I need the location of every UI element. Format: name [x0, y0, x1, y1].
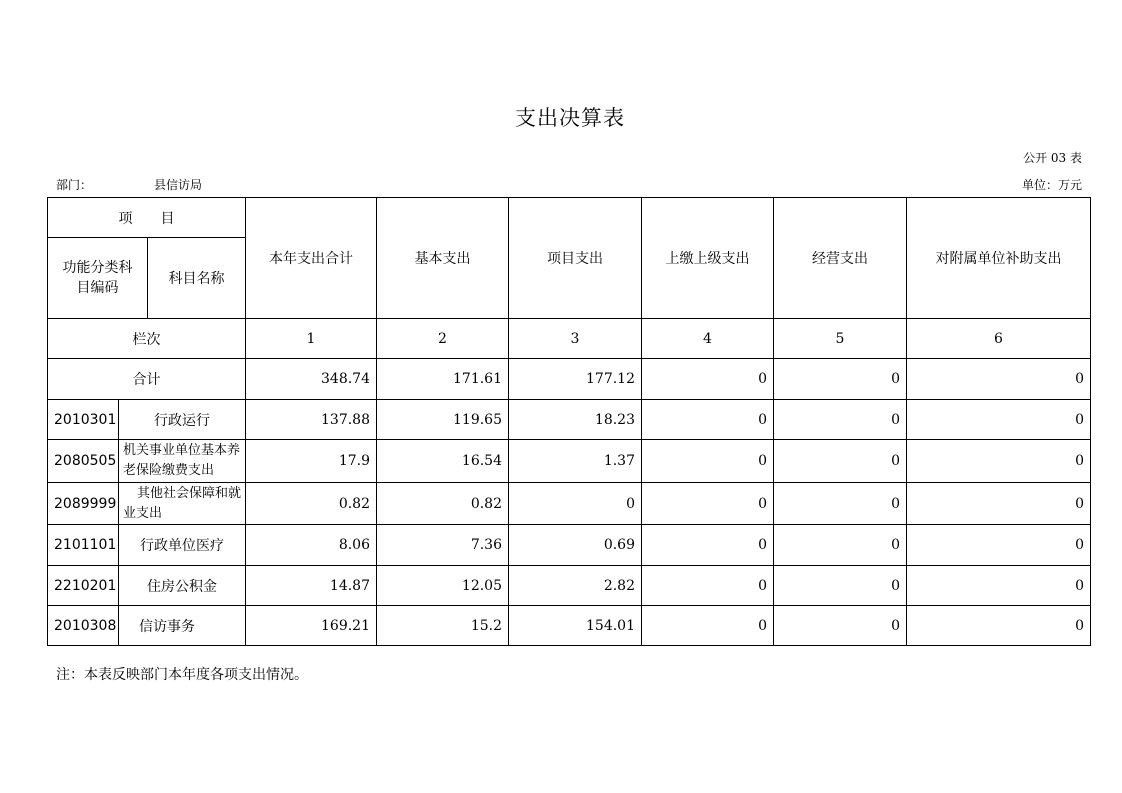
table-cell: 0: [642, 400, 774, 440]
table-cell: 0: [907, 400, 1091, 440]
header-row: [48, 198, 1091, 238]
table-cell: 1.37: [509, 440, 642, 483]
index-cell: 2: [377, 319, 509, 359]
index-cell: 1: [246, 319, 377, 359]
table-cell: 14.87: [246, 566, 377, 606]
subject-code: 2089999: [48, 483, 119, 525]
table-cell: 0.82: [246, 483, 377, 525]
header-name: 科目名称: [148, 238, 246, 319]
unit-label: 单位：万元: [1021, 178, 1082, 192]
header-item: 项 目: [48, 198, 246, 238]
table-cell: 18.23: [509, 400, 642, 440]
table-cell: 0: [907, 483, 1091, 525]
table-cell: 0: [907, 566, 1091, 606]
page-title: 支出决算表: [515, 106, 625, 130]
table-cell: 154.01: [509, 606, 642, 646]
form-number: 公开 03 表: [1023, 151, 1082, 165]
expenditure-table: [47, 197, 1091, 646]
table-row: [48, 606, 1091, 646]
subject-name: 行政运行: [119, 400, 246, 440]
total-cell: 177.12: [509, 359, 642, 400]
table-cell: 0: [509, 483, 642, 525]
table-row: [48, 400, 1091, 440]
table-cell: 0: [642, 606, 774, 646]
table-cell: 0: [774, 483, 907, 525]
table-cell: 16.54: [377, 440, 509, 483]
table-cell: 17.9: [246, 440, 377, 483]
table-cell: 2.82: [509, 566, 642, 606]
index-label: 栏次: [48, 319, 246, 359]
index-row: [48, 319, 1091, 359]
total-cell: 0: [774, 359, 907, 400]
total-row: [48, 359, 1091, 400]
header-col-3: 项目支出: [509, 198, 642, 319]
header-col-4: 上缴上级支出: [642, 198, 774, 319]
table-cell: 0: [907, 440, 1091, 483]
table-cell: 0: [774, 440, 907, 483]
subject-code: 2010301: [48, 400, 119, 440]
table-cell: 0.82: [377, 483, 509, 525]
index-cell: 3: [509, 319, 642, 359]
subject-name: 行政单位医疗: [119, 525, 246, 566]
table-cell: 119.65: [377, 400, 509, 440]
total-label: 合计: [48, 359, 246, 400]
subject-name: 其他社会保障和就业支出: [119, 483, 246, 525]
table-row: [48, 525, 1091, 566]
table-cell: 12.05: [377, 566, 509, 606]
table-cell: 0: [642, 566, 774, 606]
index-cell: 6: [907, 319, 1091, 359]
table-cell: 0: [907, 525, 1091, 566]
table-cell: 15.2: [377, 606, 509, 646]
header-col-2: 基本支出: [377, 198, 509, 319]
total-cell: 0: [907, 359, 1091, 400]
table-cell: 0: [642, 483, 774, 525]
department: [56, 176, 203, 193]
table-cell: 0: [774, 566, 907, 606]
table-cell: 0: [774, 525, 907, 566]
subject-code: 2101101: [48, 525, 119, 566]
table-row: [48, 566, 1091, 606]
table-row: [48, 483, 1091, 525]
header-col-6: 对附属单位补助支出: [907, 198, 1091, 319]
index-cell: 4: [642, 319, 774, 359]
table-cell: 137.88: [246, 400, 377, 440]
subject-name: 住房公积金: [119, 566, 246, 606]
total-cell: 171.61: [377, 359, 509, 400]
subject-name: 信访事务: [119, 606, 246, 646]
subject-code: 2210201: [48, 566, 119, 606]
table-cell: 8.06: [246, 525, 377, 566]
department-label: 部门：: [56, 178, 93, 192]
subject-code: 2080505: [48, 440, 119, 483]
header-code: 功能分类科目编码: [48, 238, 148, 319]
total-cell: 348.74: [246, 359, 377, 400]
department-name: 县信访局: [154, 178, 203, 192]
table-cell: 0: [774, 606, 907, 646]
total-cell: 0: [642, 359, 774, 400]
index-cell: 5: [774, 319, 907, 359]
header-col-1: 本年支出合计: [246, 198, 377, 319]
footnote: 注：本表反映部门本年度各项支出情况。: [56, 667, 308, 683]
table-cell: 0.69: [509, 525, 642, 566]
table-row: [48, 440, 1091, 483]
subject-name: 机关事业单位基本养老保险缴费支出: [119, 440, 246, 483]
table-cell: 0: [642, 525, 774, 566]
header-col-5: 经营支出: [774, 198, 907, 319]
subject-code: 2010308: [48, 606, 119, 646]
table-cell: 169.21: [246, 606, 377, 646]
table-cell: 0: [774, 400, 907, 440]
table-cell: 0: [907, 606, 1091, 646]
table-cell: 0: [642, 440, 774, 483]
table-cell: 7.36: [377, 525, 509, 566]
